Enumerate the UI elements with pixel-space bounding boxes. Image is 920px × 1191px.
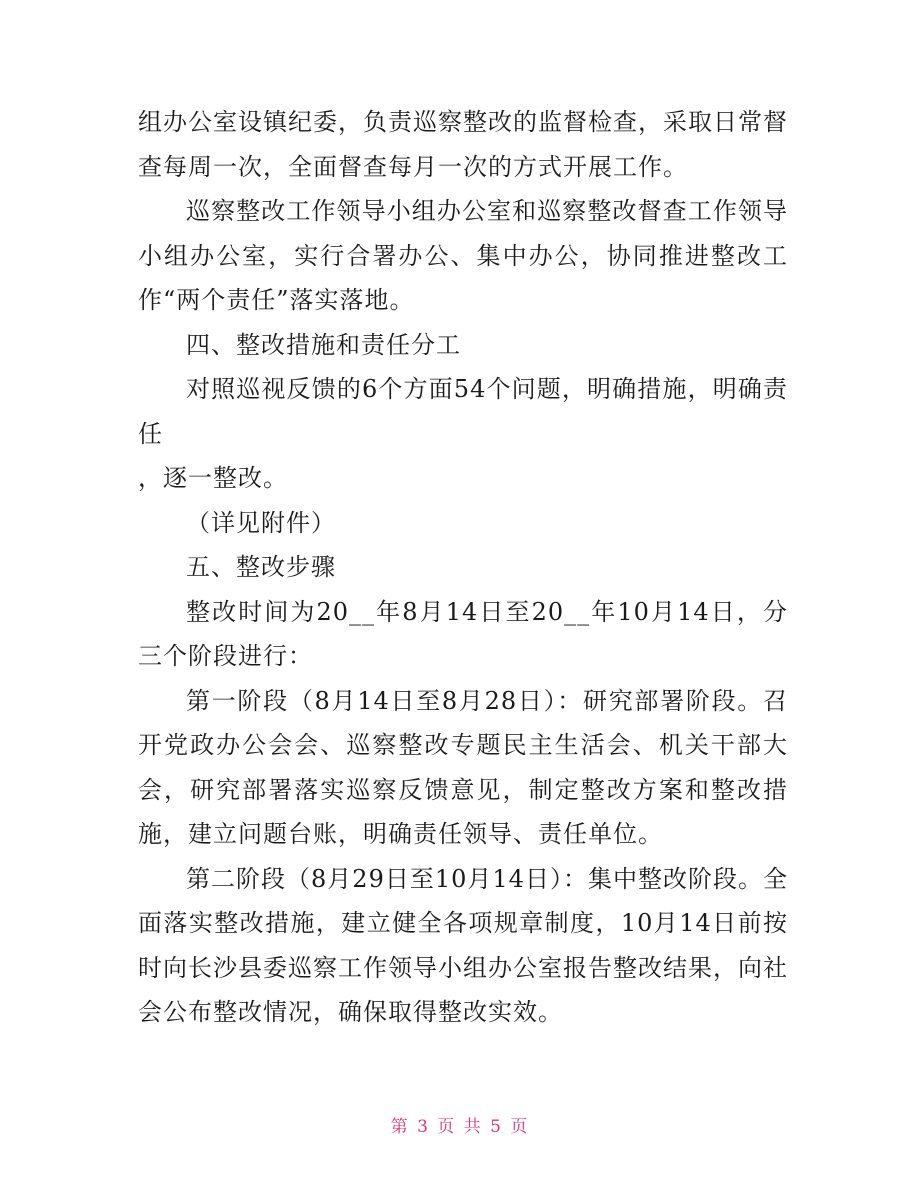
page-number-footer: 第 3 页 共 5 页 [390, 1117, 530, 1137]
paragraph-see-attachment: （详见附件） [186, 508, 336, 537]
document-body [138, 100, 788, 1035]
paragraph-measures-tail: ，逐一整改。 [138, 464, 288, 492]
section-heading-steps: 五、整改步骤 [186, 553, 336, 581]
paragraph-continuation: 组办公室设镇纪委，负责巡察整改的监督检查，采取日常督查每周一次，全面督查每月一次的方式开展工作。 [138, 108, 788, 181]
paragraph-office-merge: 巡察整改工作领导小组办公室和巡察整改督查工作领导小组办公室，实行合署办公、集中办公，协同推进整改工作“两个责任”落实落地。 [138, 197, 788, 314]
paragraph-measures-intro: 对照巡视反馈的6个方面54个问题，明确措施，明确责任 [138, 375, 788, 448]
paragraph-timeline: 整改时间为20__年8月14日至20__年10月14日，分三个阶段进行： [138, 597, 788, 670]
section-heading-measures: 四、整改措施和责任分工 [186, 330, 461, 359]
paragraph-phase-two: 第二阶段（8月29日至10月14日）：集中整改阶段。全面落实整改措施，建立健全各项规章制度，10月14日前按时向长沙县委巡察工作领导小组办公室报告整改结果，向社会公布整改情况，确保取得整改实效。 [138, 864, 788, 1026]
paragraph-phase-one: 第一阶段（8月14日至8月28日）：研究部署阶段。召开党政办公会会、巡察整改专题民主生活会、机关干部大会，研究部署落实巡察反馈意见，制定整改方案和整改措施，建立问题台账，明确责任领导、责任单位。 [138, 686, 788, 848]
